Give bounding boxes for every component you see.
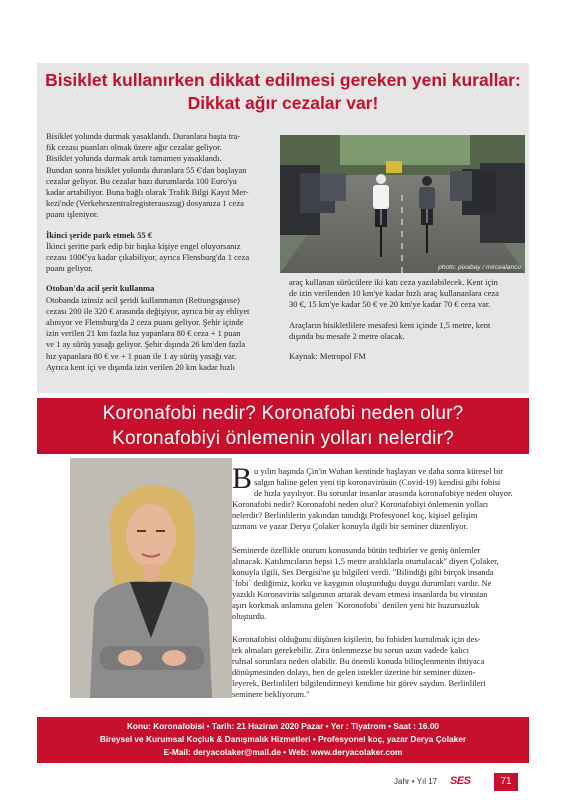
text-line: tek almaları gerekebilir. Zira önlenmezse bu sorun uzun vadede kalıcı bbox=[232, 645, 469, 655]
text-line: araç kullanan sürücülere iki katı ceza yazılabilecek. Kent için bbox=[289, 277, 498, 287]
text-line: Seminerde özellikle oturum konusunda bütün tedbirler ve geniş önlemler bbox=[232, 545, 481, 555]
banner-line-2: Koronafobiyi önlemenin yolları nelerdir? bbox=[112, 428, 454, 449]
bicycle-article-right-column bbox=[289, 277, 529, 362]
text-line: yazıklı Koronavirüs salgınının artarak devam etmesi insanlarda bu virustan bbox=[232, 589, 488, 599]
text-line: aşırı korkmak anlamına gelen `Koronofobi` denilen yeni bir huzursuzluk bbox=[232, 600, 480, 610]
text-line: Araçların bisikletlilere mesafesi kent içinde 1,5 metre, kent bbox=[289, 319, 491, 330]
photo-credit: photo: pixabay / mircealancu bbox=[438, 264, 521, 271]
text-line: dönüşmesinden dolayı, ben de gelen istekler üzerine bir seminer düzen- bbox=[232, 667, 476, 677]
bicycle-article-title bbox=[37, 69, 529, 115]
text-line: ve 1 ay sürüş yasağı geliyor. Şehir dışında 26 km'den fazla bbox=[46, 339, 246, 350]
text-line: de izin verilenden 10 km'ye kadar hızlı araç kullananlara ceza bbox=[289, 288, 499, 299]
text-line: kadar artabiliyor. Buna bağlı olarak Trafik Bilgi Kayıt Mer- bbox=[46, 187, 249, 198]
bicycle-article-left-column bbox=[46, 131, 282, 373]
text-line: cezalar geliyor. Bu cezalar bazı durumlarda 100 Euro'ya bbox=[46, 175, 237, 186]
text-line: u yılın başında Çin'in Wuhan kentinde başlayan ve daha sonra küresel bir bbox=[254, 466, 504, 476]
text-line: alınıyor ve Flensburg'da 2 ceza puanı geliyor. Şehir içinde bbox=[46, 317, 244, 328]
title-line-2: Dikkat ağır cezalar var! bbox=[187, 93, 379, 113]
text-line: `fobi` dediğimiz, korku ve kaygının oluşturduğu duygu durumları vardır. Ne bbox=[232, 578, 492, 588]
coronaphobia-title-banner bbox=[37, 398, 529, 454]
text-line: leyerek, Berlinlileri bilgilendirmeyi kendime bir görev saydım. Berlinlileri bbox=[232, 678, 486, 688]
text-line: Bundan sonra bisiklet yolunda duranlara 55 €'dan başlayan bbox=[46, 164, 247, 175]
issue-label: Jahr • Yıl 17 bbox=[394, 777, 438, 786]
text-line: Koronafobi nedir? Koronafobi neden olur? Koronafobiyi önlemenin yolları bbox=[232, 499, 489, 509]
info-line-contact[interactable]: E-Mail: deryacolaker@mail.de • Web: www.deryacolaker.com bbox=[163, 747, 403, 757]
text-line: hız yapanlara 80 € ve + 1 puan ile 1 ay sürüş yasağı var. bbox=[46, 350, 237, 361]
text-line: seminere bekliyorum." bbox=[232, 689, 310, 699]
text-line: Bisiklet yolunda durmak yasaklandı. Duranlara baştа tra- bbox=[46, 131, 241, 141]
text-line: ruhsal sorunlara neden olabilir. Bu önemli konuda bilinçlenmenin ihtiyaca bbox=[232, 656, 485, 666]
bicycle-article bbox=[37, 63, 529, 393]
text-line: dışında bu mesafe 2 metre olacak. bbox=[289, 330, 405, 341]
section-heading: İkinci şeride park etmek 55 € bbox=[46, 229, 153, 240]
text-line: salgın haline gelen yeni tip koronavirüsün (Covid-19) kendisi gibi fobisi bbox=[254, 477, 501, 487]
ses-logo: SES bbox=[450, 775, 471, 787]
info-line-event: Konu: Koronafobisi • Tarih: 21 Haziran 2020 Pazar • Yer : Tiyatrom • Saat : 16.00 bbox=[126, 721, 440, 731]
text-line: uzmanı ve yazar Derya Çolaker konuyla ilgili bir seminer düzenliyor. bbox=[232, 521, 469, 531]
text-line: oluşturdu. bbox=[232, 611, 267, 621]
coronaphobia-paragraph-2 bbox=[232, 545, 528, 622]
text-line: İkinci şeritte park edip bir başka kişiye engel oluyorsanız bbox=[46, 240, 241, 251]
drop-cap: B bbox=[232, 462, 253, 495]
text-line: 30 €, 15 km'ye kadar 50 € ve 20 km'ye kadar 70 € ceza var. bbox=[289, 299, 491, 310]
text-line: nelerdir? Berlinlilerin yakından tanıdığı Profesyonel koç, kişisel gelişim bbox=[232, 510, 478, 520]
source-line: Kaynak: Metropol FM bbox=[289, 351, 366, 362]
text-line: cezası 200 ile 320 € arasında değişiyor, ayrıca bir ay ehliyet bbox=[46, 305, 250, 316]
text-line: puanı geliyor. bbox=[46, 263, 93, 274]
cyclists-photo bbox=[280, 135, 525, 273]
coronaphobia-paragraph-1 bbox=[232, 462, 528, 532]
text-line: konuyla ilgili, Ses Dergisi'ne şu bilgileri verdi. "Bilindiği gibi birçok insanda bbox=[232, 567, 494, 577]
text-line: cezası 100€'ya kadar çıkabiliyor, ayrıca Flensburg'da 1 ceza bbox=[46, 252, 250, 263]
title-line-1: Bisiklet kullanırken dikkat edilmesi gereken yeni kurallar: bbox=[45, 70, 521, 90]
text-line: Koronafobisi olduğunu düşünen kişilerin, bu fobiden kurtulmak için des- bbox=[232, 634, 481, 644]
text-line: Ayrıca kent içi ve dışında izin verilen 20 km kadar hızlı bbox=[46, 361, 235, 372]
text-line: fik cezası puanları olmak üzere ağır cezalar geliyor. bbox=[46, 142, 222, 153]
cyclists-illustration bbox=[280, 135, 525, 273]
coronaphobia-paragraph-3 bbox=[232, 634, 528, 700]
author-portrait bbox=[70, 458, 232, 698]
text-line: kezi'nde (Verkehrszentralregisterauszug) dosyanıza 1 ceza bbox=[46, 198, 244, 209]
portrait-illustration bbox=[70, 458, 232, 698]
banner-line-1: Koronafobi nedir? Koronafobi neden olur? bbox=[102, 403, 464, 424]
text-line: de hızla yayılıyor. Bu sorunlar insanlar arasında koronafobiye neden oluyor. bbox=[254, 488, 513, 498]
text-line: Otobanda izinsiz acil şeridi kullanmanın (Rettungsgasse) bbox=[46, 294, 240, 305]
page-number: 71 bbox=[494, 773, 518, 791]
seminer-info-bar bbox=[37, 717, 529, 763]
section-heading: Otoban'da acil şerit kullanma bbox=[46, 283, 155, 294]
text-line: puanı işleniyor. bbox=[46, 209, 99, 220]
info-line-services: Bireysel ve Kurumsal Koçluk & Danışmalık Hizmetleri • Profesyonel koç, yazar Derya Çolaker bbox=[99, 734, 467, 744]
text-line: izin verilen 21 km fazla hız yapanlara 80 € ceza + 1 puan bbox=[46, 328, 241, 339]
text-line: alınacak. Katılımcıların hepsi 1,5 metre aralıklarla oturtulacak" diyen Çolaker, bbox=[232, 556, 499, 566]
text-line: Bisiklet yolunda durmak artık tamamen yasaklandı. bbox=[46, 153, 222, 164]
